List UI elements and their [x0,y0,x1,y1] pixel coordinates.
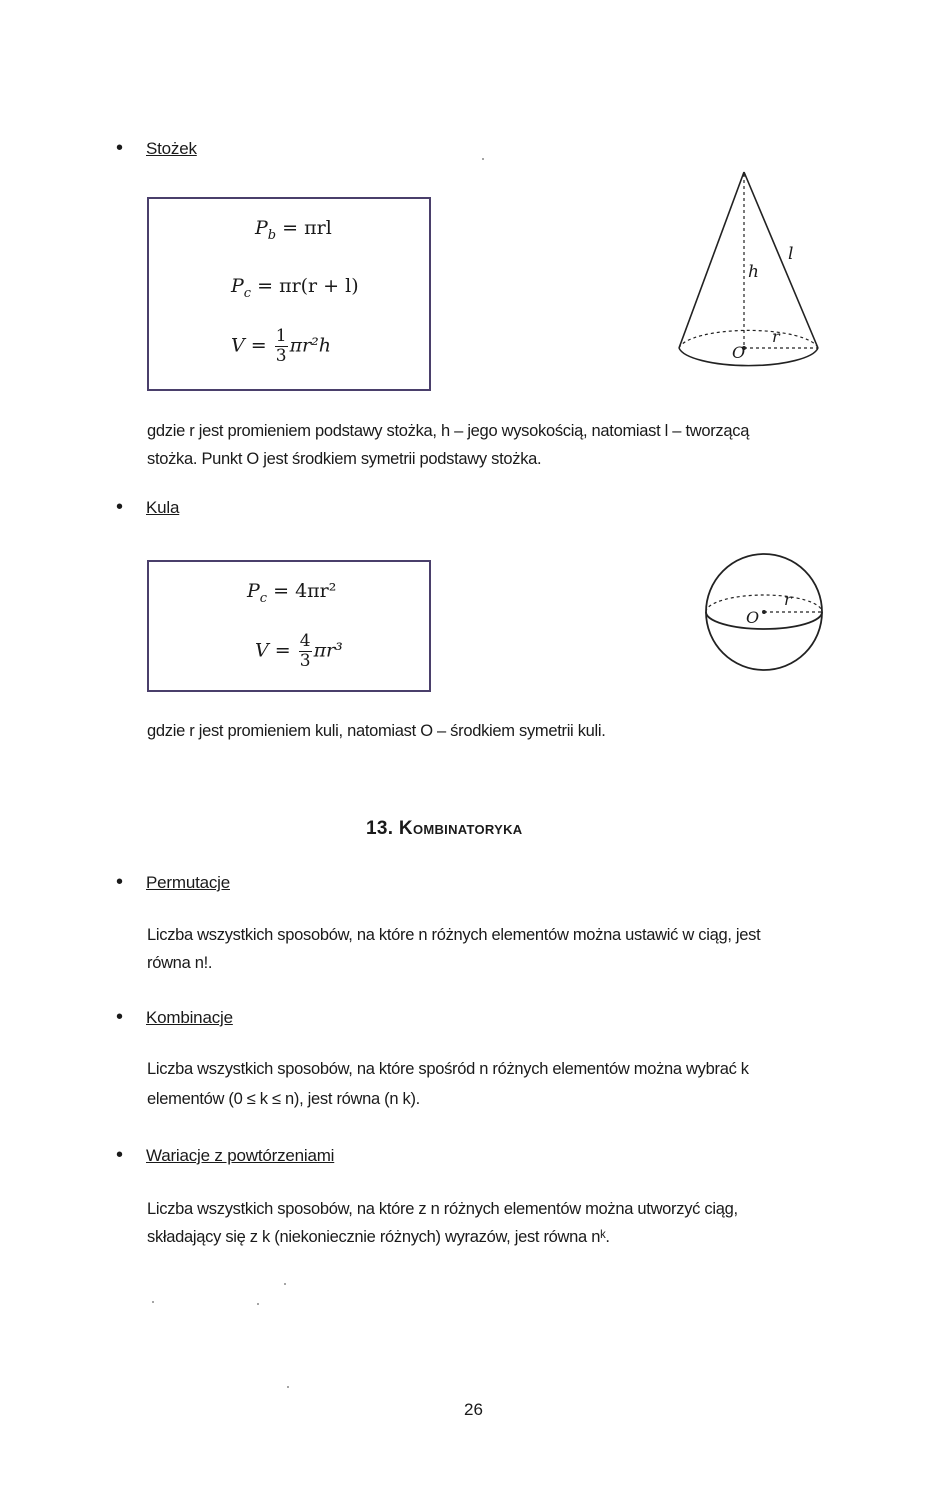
permutations-line-1: Liczba wszystkich sposobów, na które n różnych elementów można ustawić w ciąg, jest [147,926,761,944]
sphere-formula-box [147,560,431,692]
heading-cone: Stożek [146,139,197,158]
heading-permutations: Permutacje [146,873,230,892]
sphere-diagram [700,548,830,678]
section-title [366,818,522,840]
sphere-description: gdzie r jest promieniem kuli, natomiast O – środkiem symetrii kuli. [147,722,606,740]
scan-speck [152,1301,154,1303]
variations-line-1: Liczba wszystkich sposobów, na które z n różnych elementów można utworzyć ciąg, [147,1200,738,1218]
formula-sphere-area: $P_c = 4\pi r^2$ [247,580,337,606]
section-number: 13. [366,818,394,839]
bullet-dot: • [116,1144,124,1166]
cone-label-o: O [732,343,746,362]
bullet-dot: • [116,1006,124,1028]
cone-label-r: r [772,327,780,346]
cone-description-line-2: stożka. Punkt O jest środkiem symetrii podstawy stożka. [147,450,542,468]
formula-sphere-volume: V = $\frac{4}{3}$ πr³ [255,631,343,671]
scan-speck [284,1283,286,1285]
bullet-dot: • [116,496,124,518]
bullet-dot: • [116,871,124,893]
cone-label-h: h [748,262,759,282]
heading-sphere: Kula [146,498,180,517]
scan-speck [257,1303,259,1305]
bullet-dot: • [116,137,124,159]
scan-speck [482,158,484,160]
page-number: 26 [464,1400,483,1419]
sphere-label-r: r [784,590,792,609]
formula-volume: V = $\frac{1}{3}$ πr²h [231,326,331,366]
heading-variations: Wariacje z powtórzeniami [146,1146,335,1165]
heading-combinations: Kombinacje [146,1008,233,1027]
formula-total-area: $P_c = \pi r(r + l)$ [231,275,359,301]
combinations-line-2: elementów (0 ≤ k ≤ n), jest równa (n k). [147,1090,420,1108]
permutations-line-2: równa n!. [147,954,213,972]
section-name: Kombinatoryka [398,818,523,839]
scan-speck [287,1386,289,1388]
cone-description-line-1: gdzie r jest promieniem podstawy stożka, h – jego wysokością, natomiast l – tworzącą [147,422,750,440]
variations-line-2: składający się z k (niekoniecznie różnych) wyrazów, jest równa nᵏ. [147,1228,610,1246]
combinations-line-1: Liczba wszystkich sposobów, na które spośród n różnych elementów można wybrać k [147,1060,749,1078]
formula-lateral-area: $P_b = \pi rl$ [255,217,332,243]
cone-label-l: l [788,244,794,264]
sphere-label-o: O [746,608,760,627]
cone-formula-box [147,197,431,391]
